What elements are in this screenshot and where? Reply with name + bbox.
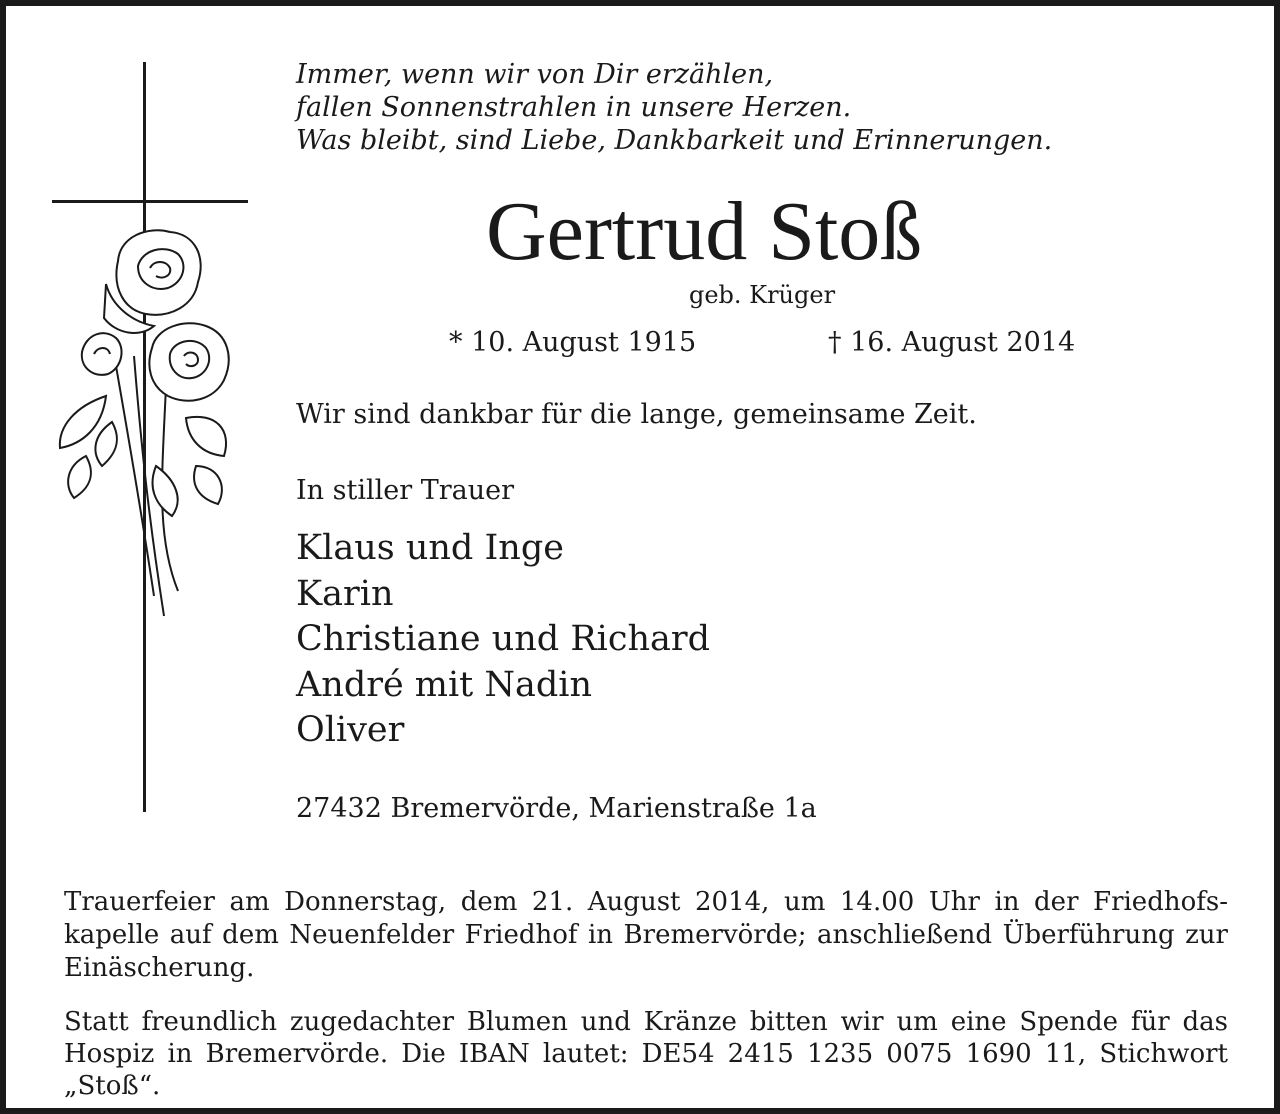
mourner-name: Karin: [296, 573, 394, 614]
mourning-intro: In stiller Trauer: [296, 475, 515, 506]
donation-notice: Statt freundlich zugedachter Blumen und Kränze bitten wir um eine Spende für das Hospiz in Bremervörde. Die IBAN lautet: DE54 2415 1235 0075 1690 11, Stichwort „Stoß“.: [64, 1007, 1228, 1101]
mourner-name: André mit Nadin: [296, 664, 592, 705]
poem-line: Immer, wenn wir von Dir erzählen,: [296, 59, 774, 90]
address: 27432 Bremervörde, Marienstraße 1a: [296, 793, 817, 824]
poem: [296, 58, 1052, 157]
funeral-notice: Trauerfeier am Donnerstag, dem 21. August 2014, um 14.00 Uhr in der Friedhofs-kapelle auf dem Neuenfelder Friedhof in Bremervörde; anschließend Überführung zur Einäscherung.: [64, 887, 1228, 983]
mourner-name: Christiane und Richard: [296, 619, 711, 659]
birth-name: geb. Krüger: [688, 281, 836, 309]
birth-date: * 10. August 1915: [449, 327, 697, 358]
mourners-list: [296, 526, 710, 754]
poem-line: fallen Sonnenstrahlen in unsere Herzen.: [296, 92, 852, 123]
gratitude-text: Wir sind dankbar für die lange, gemeinsame Zeit.: [296, 399, 977, 430]
cross-icon: [46, 56, 266, 816]
mourner-name: Oliver: [296, 710, 405, 750]
poem-line: Was bleibt, sind Liebe, Dankbarkeit und Erinnerungen.: [296, 125, 1053, 156]
mourner-name: Klaus und Inge: [296, 528, 564, 568]
deceased-name: Gertrud Stoß: [486, 185, 923, 278]
death-date: † 16. August 2014: [828, 327, 1076, 358]
